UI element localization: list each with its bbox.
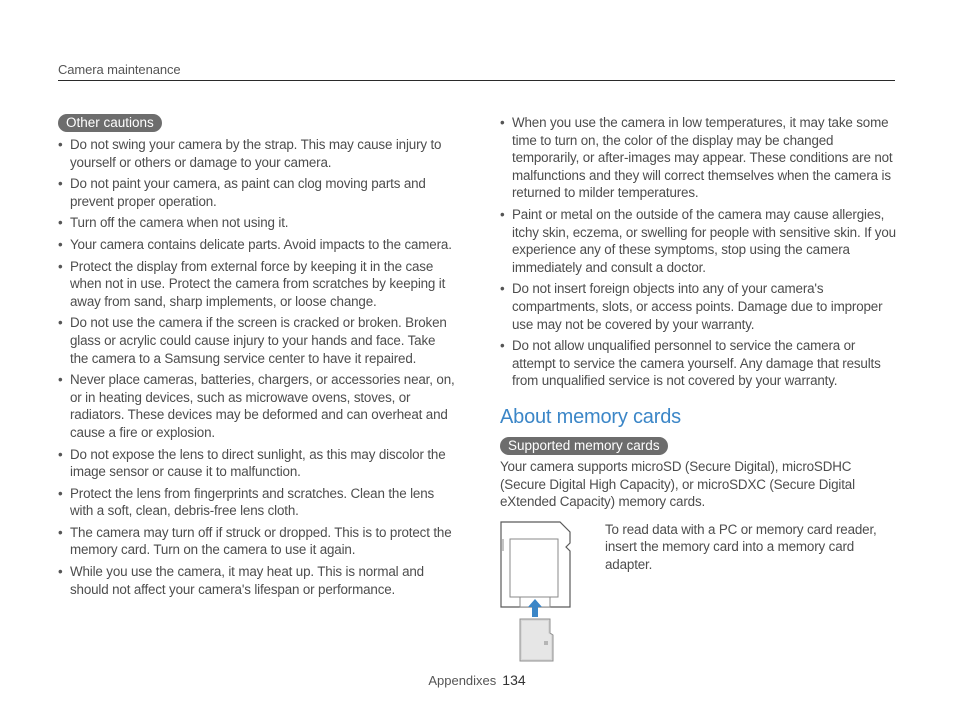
right-column [500, 114, 896, 671]
list-item: • Protect the lens from fingerprints and scratches. Clean the lens with a soft, clean, debris-free lens cloth. [58, 485, 456, 520]
list-item: • Do not allow unqualified personnel to service the camera or attempt to service the camera yourself. Any damage that results from unqualified service is not covered by your warranty. [500, 337, 896, 390]
list-item: • Do not expose the lens to direct sunlight, as this may discolor the image sensor or cause it to malfunction. [58, 446, 456, 481]
page-footer [0, 672, 954, 688]
list-item: • When you use the camera in low temperatures, it may take some time to turn on, the color of the display may be changed temporarily, or after-images may appear. These conditions are not malfunctions and they will correct themselves when the camera is returned to milder temperatures. [500, 114, 896, 202]
page-number: 134 [502, 672, 526, 688]
running-header: Camera maintenance [58, 62, 181, 77]
list-item: • Protect the display from external force by keeping it in the case when not in use. Protect the camera from scratches by keeping it away from sand, sharp implements, or loose change. [58, 258, 456, 311]
section-title: About memory cards [500, 405, 681, 428]
card-adapter-note: To read data with a PC or memory card reader, insert the memory card into a memory card adapter. [605, 521, 877, 572]
list-item: • Do not insert foreign objects into any of your camera's compartments, slots, or access points. Damage due to improper use may not be covered by your warranty. [500, 280, 896, 333]
list-item: • The camera may turn off if struck or dropped. This is to protect the memory card. Turn on the camera to use it again. [58, 524, 456, 559]
list-item: • Turn off the camera when not using it. [58, 214, 456, 232]
footer-section-label: Appendixes [428, 673, 497, 688]
list-item: • Paint or metal on the outside of the camera may cause allergies, itchy skin, eczema, or swelling for people with sensitive skin. If you experience any of these symptoms, stop using the camera immediately and consult a doctor. [500, 206, 896, 276]
list-item: • While you use the camera, it may heat up. This is normal and should not affect your camera's lifespan or performance. [58, 563, 456, 598]
list-item: • Your camera contains delicate parts. Avoid impacts to the camera. [58, 236, 456, 254]
list-item: • Never place cameras, batteries, chargers, or accessories near, on, or in heating devices, such as microwave ovens, stoves, or radiators. These devices may be deformed and can overheat and cause a fire or explosion. [58, 371, 456, 441]
memory-card-adapter-icon [500, 521, 580, 663]
card-adapter-row [500, 521, 896, 671]
list-item: • Do not paint your camera, as paint can clog moving parts and prevent proper operation. [58, 175, 456, 210]
other-cautions-badge: Other cautions [58, 114, 162, 132]
supported-cards-badge: Supported memory cards [500, 437, 668, 455]
left-column [58, 114, 456, 602]
other-cautions-list [58, 136, 456, 598]
memory-card-intro: Your camera supports microSD (Secure Digital), microSDHC (Secure Digital High Capacity), or microSDXC (Secure Digital eXtended Capacity) memory cards. [500, 458, 855, 510]
header-divider [58, 80, 895, 81]
list-item: • Do not use the camera if the screen is cracked or broken. Broken glass or acrylic could cause injury to your hands and face. Take the camera to a Samsung service center to have it repaired. [58, 314, 456, 367]
list-item: • Do not swing your camera by the strap. This may cause injury to yourself or others or damage to your camera. [58, 136, 456, 171]
additional-cautions-list [500, 114, 896, 390]
